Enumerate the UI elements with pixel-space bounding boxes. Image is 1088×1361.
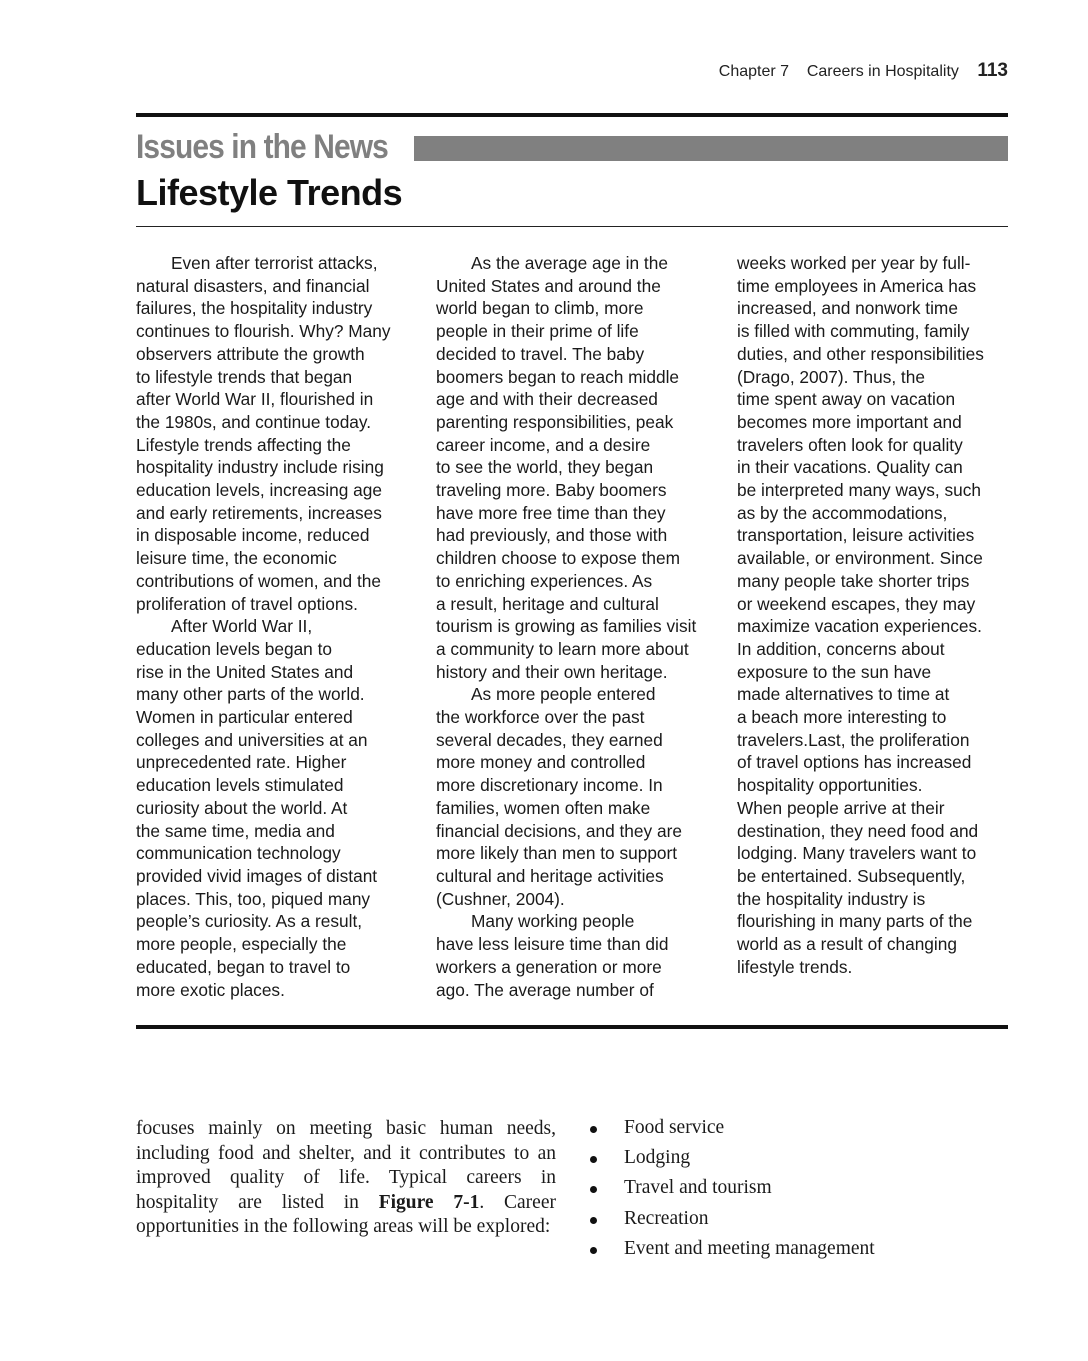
chapter-title: Careers in Hospitality (806, 63, 959, 80)
text-line: colleges and universities at an (136, 729, 368, 750)
text-line: flourishing in many parts of the (737, 911, 973, 932)
text-line: Many working people (471, 911, 635, 932)
text-line: As the average age in the (471, 253, 668, 273)
text-line: transportation, leisure activities (737, 525, 975, 546)
list-item-label: Food service (624, 1117, 725, 1138)
text-line: lodging. Many travelers want to (737, 843, 977, 864)
top-rule (136, 113, 1008, 117)
list-item-label: Recreation (624, 1207, 709, 1229)
text-line: the hospitality industry is (737, 888, 926, 909)
text-line: a community to learn more about (436, 638, 689, 659)
text-line: provided vivid images of distant (136, 865, 378, 886)
text-line: a result, heritage and cultural (436, 593, 659, 614)
text-line: to enriching experiences. As (436, 570, 653, 591)
text-line: travelers often look for quality (737, 434, 963, 455)
running-head (719, 60, 1008, 82)
text-line: time spent away on vacation (737, 389, 956, 410)
text-line: workers a generation or more (436, 956, 662, 977)
text-line: After World War II, (171, 616, 313, 637)
kicker-bar (414, 136, 1008, 161)
list-item (590, 1208, 875, 1238)
text-line: in disposable income, reduced (136, 525, 370, 546)
list-item-label: Travel and tourism (624, 1177, 772, 1199)
text-line: parenting responsibilities, peak (436, 411, 674, 432)
text-line: more likely than men to support (436, 843, 678, 864)
text-line: have less leisure time than did (436, 934, 669, 955)
text-line: In addition, concerns about (737, 638, 945, 659)
list-item (590, 1238, 875, 1268)
bullet-icon (590, 1217, 597, 1224)
text-line: a beach more interesting to (737, 707, 947, 728)
list-item (590, 1117, 875, 1147)
text-line: destination, they need food and (737, 820, 979, 841)
feature-kicker: Issues in the News (136, 128, 388, 166)
text-line: world as a result of changing (737, 934, 957, 955)
text-line: As more people entered (471, 684, 656, 705)
text-line: traveling more. Baby boomers (436, 480, 667, 501)
bullet-icon (590, 1126, 597, 1133)
text-line: When people arrive at their (737, 797, 945, 818)
page-number: 113 (977, 60, 1008, 81)
text-line: the same time, media and (136, 820, 335, 841)
text-line: time employees in America has (737, 275, 977, 296)
text-line: the 1980s, and continue today. (136, 411, 372, 432)
text-line: had previously, and those with (436, 525, 668, 546)
bottom-rule (136, 1025, 1008, 1029)
text-line: leisure time, the economic (136, 548, 337, 569)
text-line: increased, and nonwork time (737, 298, 958, 319)
text-line: ago. The average number of (436, 979, 654, 1000)
text-line: places. This, too, piqued many (136, 888, 371, 909)
body-text-end: . Career opportunities in the following areas will be explored: (136, 1191, 556, 1238)
text-line: (Cushner, 2004). (436, 888, 565, 909)
text-line: Even after terrorist attacks, (171, 253, 378, 273)
text-line: made alternatives to time at (737, 684, 950, 705)
list-item-label: Event and meeting management (624, 1237, 875, 1259)
text-line: history and their own heritage. (436, 661, 668, 682)
text-line: people in their prime of life (436, 321, 639, 342)
title-rule (136, 226, 1008, 227)
text-line: as by the accommodations, (737, 502, 948, 523)
career-areas-list (590, 1117, 875, 1268)
text-line: United States and around the (436, 275, 661, 296)
feature-column-2 (436, 252, 714, 1001)
text-line: be entertained. Subsequently, (737, 865, 966, 886)
text-line: contributions of women, and the (136, 570, 381, 591)
text-line: the workforce over the past (436, 707, 645, 728)
text-line: career income, and a desire (436, 434, 651, 455)
text-line: several decades, they earned (436, 729, 663, 750)
text-line: age and with their decreased (436, 389, 658, 410)
bullet-icon (590, 1186, 597, 1193)
text-line: be interpreted many ways, such (737, 480, 981, 501)
text-line: more people, especially the (136, 934, 347, 955)
body-text-start: focuses mainly on meeting basic human needs, including food and shelter, and it contributes to an improved quality of life. Typical careers in hospitality are listed in (136, 1118, 556, 1213)
text-line: education levels stimulated (136, 775, 344, 796)
text-line: natural disasters, and financial (136, 275, 370, 296)
text-line: of travel options has increased (737, 752, 972, 773)
text-line: weeks worked per year by full- (737, 253, 971, 273)
text-line: hospitality opportunities. (737, 775, 923, 796)
text-line: and early retirements, increases (136, 502, 382, 523)
text-line: after World War II, flourished in (136, 389, 374, 410)
text-line: to lifestyle trends that began (136, 366, 353, 387)
text-line: to see the world, they began (436, 457, 654, 478)
text-line: more money and controlled (436, 752, 646, 773)
text-line: have more free time than they (436, 502, 666, 523)
text-line: Lifestyle trends affecting the (136, 434, 351, 455)
list-item (590, 1147, 875, 1177)
text-line: tourism is growing as families visit (436, 616, 697, 637)
feature-column-3 (737, 252, 1015, 979)
text-line: observers attribute the growth (136, 343, 365, 364)
text-line: children choose to expose them (436, 548, 681, 569)
text-line: becomes more important and (737, 411, 962, 432)
text-line: in their vacations. Quality can (737, 457, 963, 478)
text-line: proliferation of travel options. (136, 593, 358, 614)
text-line: education levels, increasing age (136, 480, 382, 501)
text-line: failures, the hospitality industry (136, 298, 373, 319)
chapter-label: Chapter 7 (718, 63, 790, 80)
text-line: lifestyle trends. (737, 956, 853, 977)
text-line: continues to flourish. Why? Many (136, 321, 391, 342)
text-line: maximize vacation experiences. (737, 616, 982, 637)
list-item-label: Lodging (624, 1147, 691, 1169)
text-line: cultural and heritage activities (436, 865, 664, 886)
text-line: available, or environment. Since (737, 548, 983, 569)
text-line: financial decisions, and they are (436, 820, 682, 841)
text-line: educated, began to travel to (136, 956, 351, 977)
text-line: world began to climb, more (436, 298, 644, 319)
text-line: families, women often make (436, 797, 651, 818)
list-item (590, 1177, 875, 1207)
text-line: is filled with commuting, family (737, 321, 970, 342)
text-line: travelers.Last, the proliferation (737, 729, 970, 750)
text-line: rise in the United States and (136, 661, 354, 682)
figure-reference: Figure 7-1 (378, 1191, 480, 1213)
text-line: curiosity about the world. At (136, 797, 348, 818)
text-line: boomers began to reach middle (436, 366, 680, 387)
text-line: more exotic places. (136, 979, 285, 1000)
text-line: Women in particular entered (136, 707, 353, 728)
text-line: (Drago, 2007). Thus, the (737, 366, 925, 387)
text-line: communication technology (136, 843, 341, 864)
bullet-icon (590, 1156, 597, 1163)
bullet-icon (590, 1247, 597, 1254)
text-line: hospitality industry include rising (136, 457, 384, 478)
feature-column-1 (136, 252, 414, 1001)
text-line: exposure to the sun have (737, 661, 932, 682)
text-line: people’s curiosity. As a result, (136, 911, 363, 932)
text-line: many people take shorter trips (737, 570, 970, 591)
text-line: duties, and other responsibilities (737, 343, 984, 364)
body-paragraph (136, 1117, 556, 1240)
text-line: or weekend escapes, they may (737, 593, 976, 614)
text-line: education levels began to (136, 638, 333, 659)
text-line: decided to travel. The baby (436, 343, 645, 364)
text-line: more discretionary income. In (436, 775, 663, 796)
feature-title: Lifestyle Trends (136, 172, 403, 213)
text-line: many other parts of the world. (136, 684, 365, 705)
text-line: unprecedented rate. Higher (136, 752, 347, 773)
